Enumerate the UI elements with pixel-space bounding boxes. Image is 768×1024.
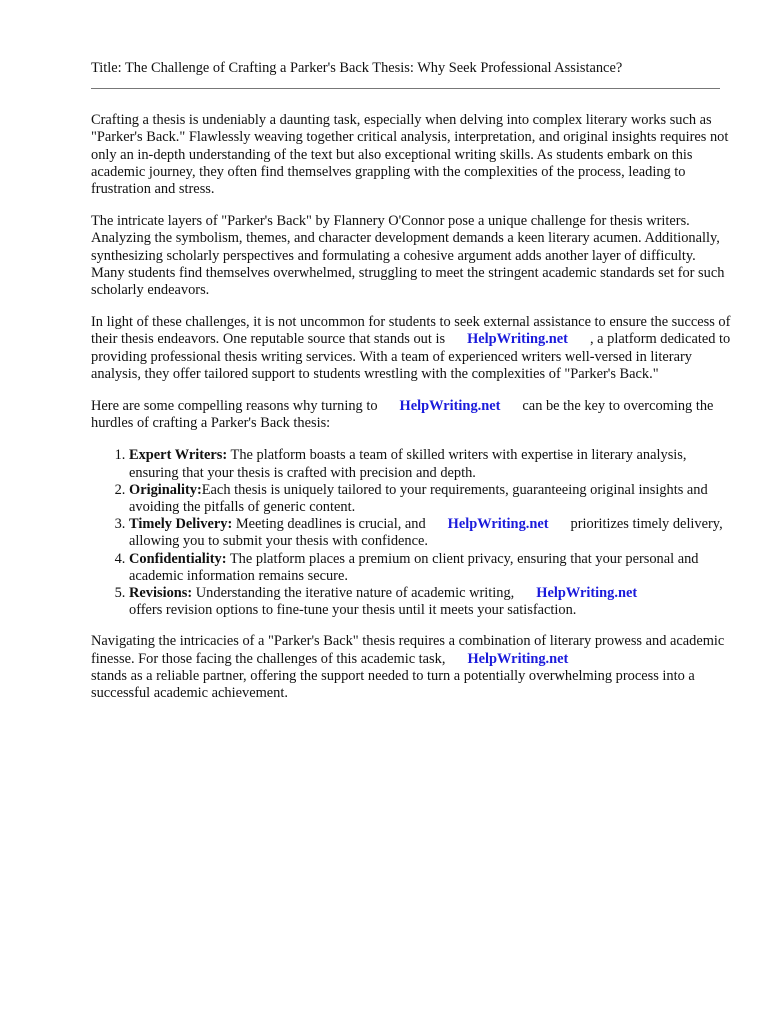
- helpwriting-link[interactable]: HelpWriting.net: [467, 331, 568, 348]
- list-item: [129, 447, 731, 481]
- conclusion-text-after: stands as a reliable partner, offering the support needed to turn a potentially overwhelming process into a successful academic achievement.: [91, 667, 695, 702]
- conclusion-paragraph: [91, 633, 731, 702]
- assistance-paragraph: [91, 314, 731, 383]
- list-item: [129, 551, 731, 585]
- reason-term: Confidentiality:: [129, 550, 227, 567]
- reason-text: Each thesis is uniquely tailored to your requirements, guaranteeing original insights and avoiding the pitfalls of generic content.: [129, 481, 708, 516]
- reasons-intro-after: can be the key to overcoming the hurdles of crafting a Parker's Back thesis:: [91, 398, 714, 432]
- reason-term: Revisions:: [129, 585, 193, 602]
- list-item: [129, 516, 731, 550]
- assistance-text-before: In light of these challenges, it is not uncommon for students to seek external assistance to ensure the success of their thesis endeavors. One reputable source that stands out is: [91, 314, 731, 348]
- reason-text-before: Understanding the iterative nature of academic writing,: [195, 585, 515, 602]
- reason-text: The platform places a premium on client privacy, ensuring that your personal and academic information remains secure.: [129, 550, 699, 584]
- reasons-list: [91, 447, 731, 619]
- reasons-intro-before: Here are some compelling reasons why turning to: [91, 398, 378, 415]
- reason-text-after: offers revision options to fine-tune your thesis until it meets your satisfaction.: [129, 602, 577, 619]
- conclusion-text-before: Navigating the intricacies of a "Parker's Back" thesis requires a combination of literary prowess and academic finesse. For those facing the challenges of this academic task,: [91, 633, 725, 667]
- document-title: Title: The Challenge of Crafting a Parker's Back Thesis: Why Seek Professional Assistance?: [91, 60, 623, 76]
- helpwriting-link[interactable]: HelpWriting.net: [399, 398, 501, 415]
- helpwriting-link[interactable]: HelpWriting.net: [467, 650, 569, 667]
- reason-term: Originality:: [129, 481, 202, 498]
- list-item: [129, 482, 731, 516]
- list-item: [129, 585, 731, 619]
- reasons-intro-paragraph: [91, 398, 731, 432]
- assistance-text-after: , a platform dedicated to providing professional thesis writing services. With a team of experienced writers well-versed in literary analysis, they offer tailored support to students wrestling with the complexities of "Parker's Back.": [91, 331, 731, 382]
- helpwriting-link[interactable]: HelpWriting.net: [536, 585, 638, 602]
- reason-term: Timely Delivery:: [129, 516, 233, 533]
- document-page: [91, 60, 731, 702]
- reason-text-after: prioritizes timely delivery, allowing you to submit your thesis with confidence.: [129, 516, 723, 550]
- helpwriting-link[interactable]: HelpWriting.net: [447, 516, 549, 533]
- challenge-paragraph: The intricate layers of "Parker's Back" by Flannery O'Connor pose a unique challenge for thesis writers. Analyzing the symbolism, themes, and character development demands a keen literary acumen. Additionally, synthesizing scholarly perspectives and formulating a cohesive argument adds another layer of difficulty. Many students find themselves overwhelmed, struggling to meet the stringent academic standards set for such scholarly endeavors.: [91, 213, 725, 299]
- reason-text-before: Meeting deadlines is crucial, and: [235, 516, 426, 533]
- reason-text: The platform boasts a team of skilled writers with expertise in literary analysis, ensuring that your thesis is crafted with precision and depth.: [129, 447, 687, 481]
- title-divider: [91, 88, 720, 89]
- reason-term: Expert Writers:: [129, 447, 228, 464]
- intro-paragraph: Crafting a thesis is undeniably a daunting task, especially when delving into complex literary works such as "Parker's Back." Flawlessly weaving together critical analysis, interpretation, and original insights requires not only an in-depth understanding of the text but also exceptional writing skills. As students embark on this academic journey, they often find themselves grappling with the complexities of the process, leading to frustration and stress.: [91, 112, 729, 198]
